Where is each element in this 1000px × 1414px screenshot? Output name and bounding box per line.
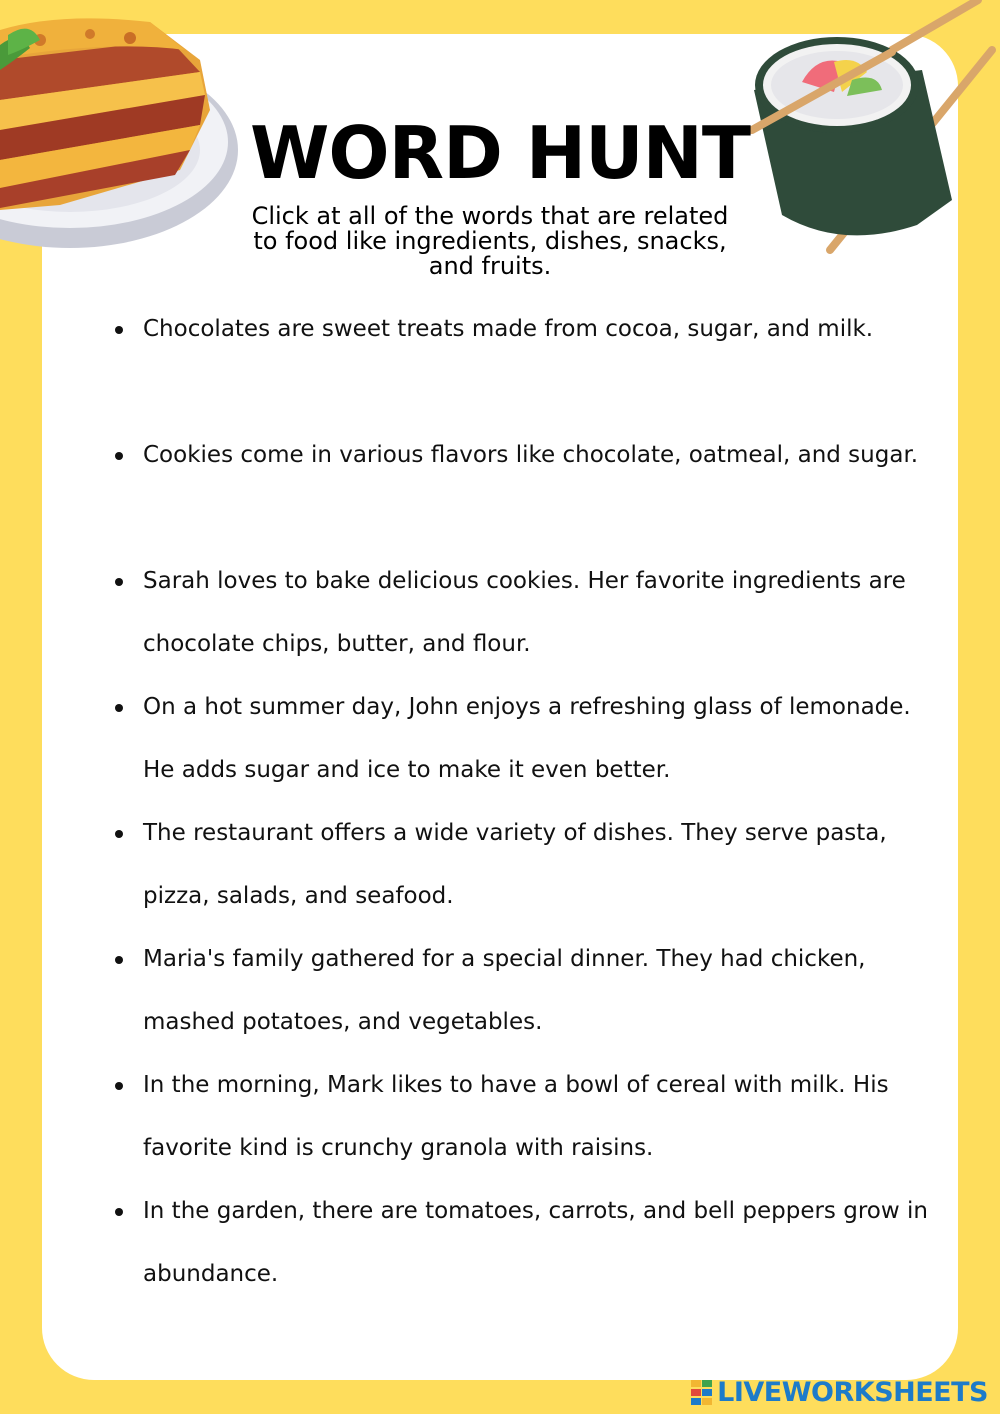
list-item <box>115 676 935 802</box>
bullet-icon <box>115 956 123 964</box>
list-item <box>115 802 935 928</box>
instructions-text: Click at all of the words that are related to food like ingredients, dishes, snacks, and fruits. <box>251 202 729 280</box>
sentence-text[interactable]: In the garden, there are tomatoes, carrots, and bell peppers grow in abundance. <box>143 1198 928 1287</box>
liveworksheets-logo-icon <box>691 1380 713 1406</box>
list-item <box>115 298 935 424</box>
list-item <box>115 550 935 676</box>
sentence-text[interactable]: On a hot summer day, John enjoys a refreshing glass of lemonade. He adds sugar and ice to make it even better. <box>143 694 911 783</box>
sentence-text[interactable]: Sarah loves to bake delicious cookies. Her favorite ingredients are chocolate chips, butter, and flour. <box>143 568 906 657</box>
liveworksheets-brand[interactable] <box>691 1377 988 1408</box>
bullet-icon <box>115 830 123 838</box>
page-title: WORD HUNT <box>250 111 750 195</box>
bullet-icon <box>115 326 123 334</box>
bullet-icon <box>115 1082 123 1090</box>
list-item <box>115 424 935 550</box>
bullet-icon <box>115 578 123 586</box>
list-item <box>115 928 935 1054</box>
bullet-icon <box>115 704 123 712</box>
brand-name: LIVEWORKSHEETS <box>717 1377 988 1408</box>
sentence-text[interactable]: Cookies come in various flavors like chocolate, oatmeal, and sugar. <box>143 442 919 468</box>
sentence-text[interactable]: In the morning, Mark likes to have a bowl of cereal with milk. His favorite kind is crunchy granola with raisins. <box>143 1072 889 1161</box>
sentence-text[interactable]: Chocolates are sweet treats made from cocoa, sugar, and milk. <box>143 316 874 342</box>
sentence-text[interactable]: Maria's family gathered for a special dinner. They had chicken, mashed potatoes, and vegetables. <box>143 946 866 1035</box>
sentence-list <box>115 298 935 1306</box>
list-item <box>115 1180 935 1306</box>
list-item <box>115 1054 935 1180</box>
bullet-icon <box>115 452 123 460</box>
sentence-text[interactable]: The restaurant offers a wide variety of dishes. They serve pasta, pizza, salads, and seafood. <box>143 820 887 909</box>
bullet-icon <box>115 1208 123 1216</box>
